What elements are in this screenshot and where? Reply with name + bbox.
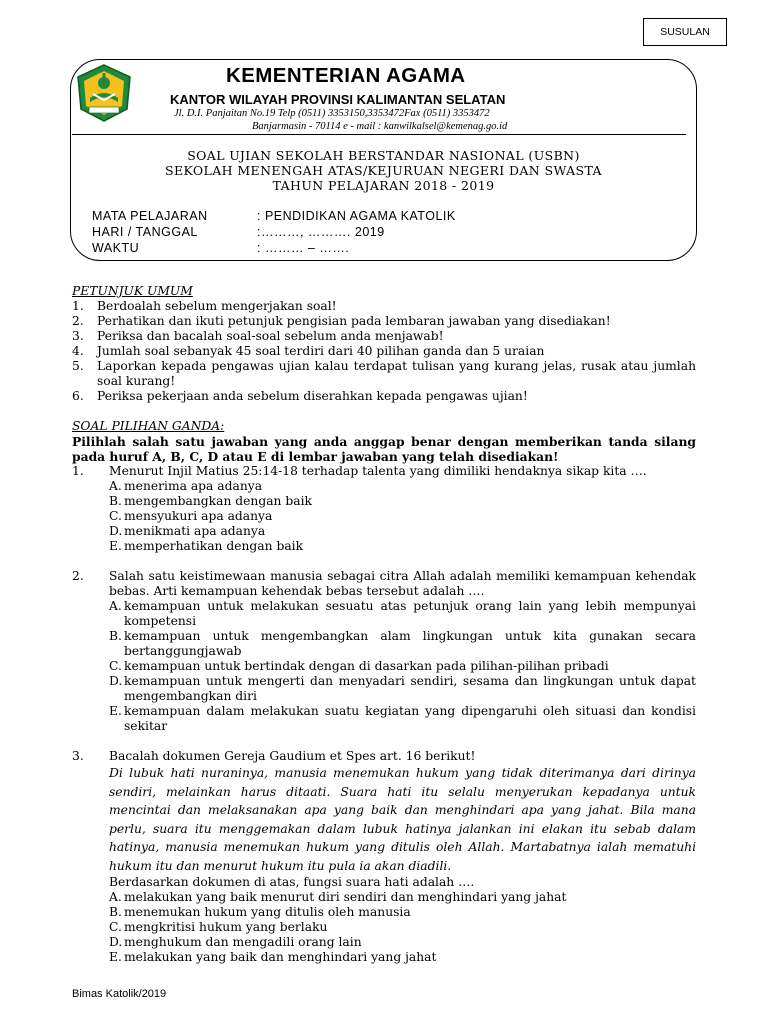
email-line: Banjarmasin - 70114 e - mail : kanwilkalsel@kemenag.go.id <box>252 121 508 132</box>
exam-year: TAHUN PELAJARAN 2018 - 2019 <box>272 178 495 193</box>
answer-option: B. kemampuan untuk mengembangkan alam lingkungan untuk kita gunakan secara bertanggungjawab <box>109 629 696 658</box>
answer-option: A. kemampuan untuk melakukan sesuatu atas petunjuk orang lain yang lebih mempunyai kompetensi <box>109 599 696 628</box>
meta-label: HARI / TANGGAL <box>92 225 198 239</box>
meta-date <box>92 225 385 239</box>
gaudium-et-spes-quote: Di lubuk hati nuraninya, manusia menemukan hukum yang tidak diterimanya dari dirinya sendiri, melainkan harus ditaati. Suara hati itu selalu menyerukan kepadanya untuk mencintai dan melaksanakan apa yang baik dan menghindari apa yang jahat. Bila mana perlu, suara itu menggemakan dalam lubuk hatinya jalankan ini elakan itu sebab dalam hatinya, manusia menemukan hukum yang ditulis oleh Allah. Martabatnya ialah mematuhi hukum itu dan menurut hukum itu pula ia akan diadili. <box>109 766 696 873</box>
answer-option: E. memperhatikan dengan baik <box>109 539 304 553</box>
answer-option: B. mengembangkan dengan baik <box>109 494 312 508</box>
meta-subject <box>92 209 456 223</box>
meta-label: WAKTU <box>92 241 140 255</box>
page-footer: Bimas Katolik/2019 <box>72 988 167 1000</box>
kemenag-logo <box>76 64 132 122</box>
meta-value: :………, ………. 2019 <box>257 225 385 239</box>
instruction-item: 1. Berdoalah sebelum mengerjakan soal! <box>72 299 337 313</box>
address-line: Jl. D.I. Panjaitan No.19 Telp (0511) 3353150,3353472Fax (0511) 3353472 <box>174 108 490 119</box>
question-2: 2. Salah satu keistimewaan manusia sebagai citra Allah adalah memiliki kemampuan kehendak bebas. Arti kemampuan kehendak bebas tersebut adalah …. <box>72 569 696 598</box>
answer-option: D. menghukum dan mengadili orang lain <box>109 935 362 949</box>
multiple-choice-instruction: Pilihlah salah satu jawaban yang anda anggap benar dengan memberikan tanda silang pada huruf A, B, C, D atau E di lembar jawaban yang telah disediakan! <box>72 434 696 464</box>
instruction-item: 2. Perhatikan dan ikuti petunjuk pengisian pada lembaran jawaban yang disediakan! <box>72 314 611 328</box>
instruction-item: 5. Laporkan kepada pengawas ujian kalau terdapat tulisan yang kurang jelas, rusak atau jumlah soal kurang! <box>72 359 696 388</box>
header-divider <box>72 134 686 135</box>
answer-option: C. kemampuan untuk bertindak dengan di dasarkan pada pilihan-pilihan pribadi <box>109 659 609 673</box>
question-1: 1. Menurut Injil Matius 25:14-18 terhadap talenta yang dimiliki hendaknya sikap kita …. <box>72 464 647 478</box>
instruction-item: 4. Jumlah soal sebanyak 45 soal terdiri dari 40 pilihan ganda dan 5 uraian <box>72 344 545 358</box>
answer-option: B. menemukan hukum yang ditulis oleh manusia <box>109 905 411 919</box>
answer-option: C. mensyukuri apa adanya <box>109 509 273 523</box>
answer-option: A. melakukan yang baik menurut diri sendiri dan menghindari yang jahat <box>109 890 567 904</box>
meta-value: : PENDIDIKAN AGAMA KATOLIK <box>257 209 456 223</box>
ministry-title: KEMENTERIAN AGAMA <box>226 64 466 87</box>
answer-option: D. kemampuan untuk mengerti dan menyadari sendiri, sesama dan lingkungan untuk dapat mengembangkan diri <box>109 674 696 703</box>
answer-option: A. menerima apa adanya <box>109 479 263 493</box>
meta-time <box>92 241 350 255</box>
multiple-choice-title: SOAL PILIHAN GANDA: <box>72 419 225 433</box>
exam-title: SOAL UJIAN SEKOLAH BERSTANDAR NASIONAL (USBN) <box>187 148 580 163</box>
general-instructions-title: PETUNJUK UMUM <box>72 284 193 298</box>
answer-option: E. melakukan yang baik dan menghindari yang jahat <box>109 950 437 964</box>
instruction-item: 6. Periksa pekerjaan anda sebelum diserahkan kepada pengawas ujian! <box>72 389 528 403</box>
question-3: 3. Bacalah dokumen Gereja Gaudium et Spes art. 16 berikut! <box>72 749 476 763</box>
answer-option: E. kemampuan dalam melakukan suatu kegiatan yang dipengaruhi oleh situasi dan kondisi sekitar <box>109 704 696 733</box>
meta-value: : ……… – ……. <box>257 241 350 255</box>
regional-office-title: KANTOR WILAYAH PROVINSI KALIMANTAN SELATAN <box>170 92 506 107</box>
answer-option: D. menikmati apa adanya <box>109 524 266 538</box>
answer-option: C. mengkritisi hukum yang berlaku <box>109 920 328 934</box>
exam-content <box>72 284 696 965</box>
exam-school: SEKOLAH MENENGAH ATAS/KEJURUAN NEGERI DAN SWASTA <box>165 163 602 178</box>
question-3-prompt: Berdasarkan dokumen di atas, fungsi suara hati adalah …. <box>109 875 475 889</box>
instruction-item: 3. Periksa dan bacalah soal-soal sebelum anda menjawab! <box>72 329 444 343</box>
susulan-badge: SUSULAN <box>643 18 727 46</box>
meta-label: MATA PELAJARAN <box>92 209 208 223</box>
